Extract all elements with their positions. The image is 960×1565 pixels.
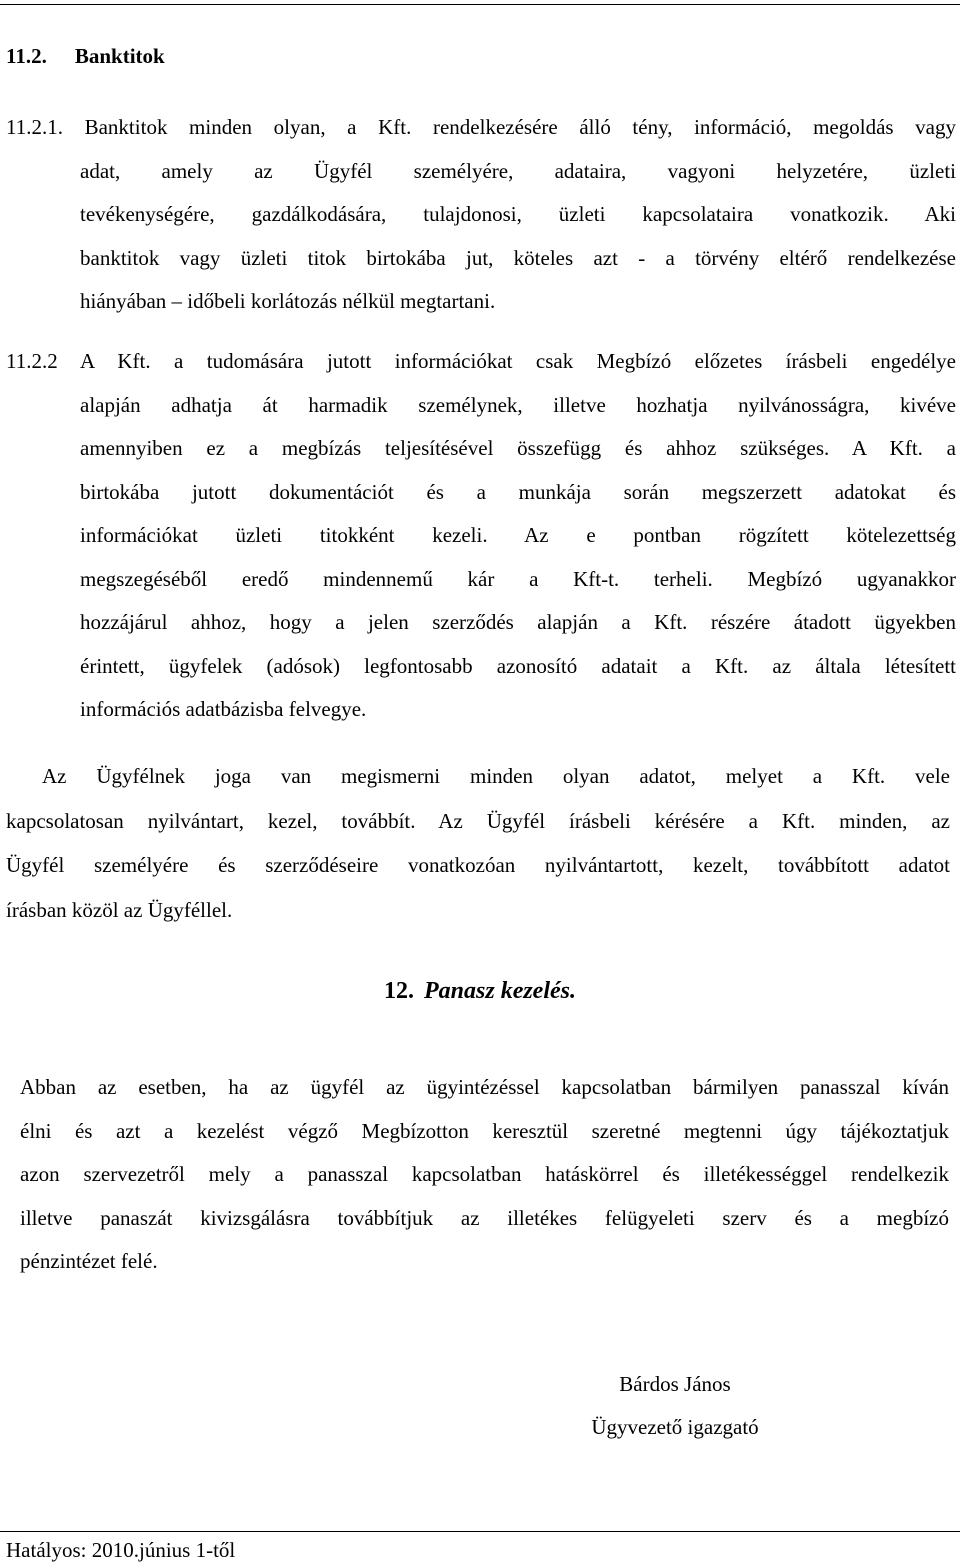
paragraph-line: hiányában – időbeli korlátozás nélkül megtartani. bbox=[80, 289, 496, 313]
signatory-name: Bárdos János bbox=[619, 1372, 731, 1396]
paragraph-line: illetve panaszát kivizsgálásra továbbítjuk az illetékes felügyeleti szerv és a megbízó bbox=[20, 1205, 949, 1230]
paragraph-line: kapcsolatosan nyilvántart, kezel, továbbít. Az Ügyfél írásbeli kérésére a Kft. minden, az bbox=[6, 808, 950, 833]
paragraph-line: hozzájárul ahhoz, hogy a jelen szerződés alapján a Kft. részére átadott ügyekben bbox=[80, 610, 956, 634]
paragraph-11-2-2 bbox=[6, 340, 956, 732]
section-heading bbox=[6, 44, 165, 69]
paragraph-client-rights bbox=[6, 754, 950, 932]
paragraph-line: birtokába jutott dokumentációt és a munkája során megszerzett adatokat és bbox=[80, 479, 956, 504]
paragraph-body bbox=[6, 384, 956, 732]
paragraph-line: érintett, ügyfelek (adósok) legfontosabb azonosító adatait a Kft. az általa létesített bbox=[80, 653, 956, 678]
paragraph-line: alapján adhatja át harmadik személynek, illetve hozhatja nyilvánosságra, kivéve bbox=[80, 392, 956, 417]
paragraph-line: adat, amely az Ügyfél személyére, adataira, vagyoni helyzetére, üzleti bbox=[80, 158, 956, 183]
paragraph-line: tevékenységére, gazdálkodására, tulajdonosi, üzleti kapcsolataira vonatkozik. Aki bbox=[80, 202, 956, 226]
paragraph-line: pénzintézet felé. bbox=[20, 1249, 158, 1273]
paragraph-number: 11.2.1. bbox=[6, 115, 63, 139]
section-number: 11.2. bbox=[6, 44, 47, 68]
paragraph-line: amennyiben ez a megbízás teljesítésével összefügg és ahhoz szükséges. A Kft. a bbox=[80, 436, 956, 460]
paragraph-11-2-1 bbox=[6, 106, 956, 324]
paragraph-line bbox=[6, 106, 956, 150]
signature-block bbox=[560, 1372, 790, 1440]
paragraph-line: Az Ügyfélnek joga van megismerni minden olyan adatot, melyet a Kft. vele bbox=[42, 764, 950, 788]
paragraph-line: Abban az esetben, ha az ügyfél az ügyintézéssel kapcsolatban bármilyen panasszal kíván bbox=[20, 1075, 949, 1099]
chapter-number: 12. bbox=[384, 978, 414, 1004]
paragraph-line: azon szervezetről mely a panasszal kapcsolatban hatáskörrel és illetékességgel rendelkezik bbox=[20, 1162, 949, 1186]
paragraph-complaint bbox=[20, 1066, 949, 1284]
chapter-title: Panasz kezelés. bbox=[424, 978, 576, 1004]
paragraph-line: élni és azt a kezelést végző Megbízotton keresztül szeretné megtenni úgy tájékoztatjuk bbox=[20, 1118, 949, 1143]
footer-effective-date: Hatályos: 2010.június 1-től bbox=[6, 1538, 236, 1562]
paragraph-line: banktitok vagy üzleti titok birtokába jut, köteles azt - a törvény eltérő rendelkezése bbox=[80, 245, 956, 270]
paragraph-text: Banktitok minden olyan, a Kft. rendelkezésére álló tény, információ, megoldás vagy bbox=[84, 115, 957, 139]
paragraph-body bbox=[6, 150, 956, 324]
paragraph-line: megszegéséből eredő mindennemű kár a Kft-t. terheli. Megbízó ugyanakkor bbox=[80, 566, 956, 591]
section-title: Banktitok bbox=[74, 44, 165, 68]
chapter-heading bbox=[0, 978, 960, 1005]
paragraph-line: Ügyfél személyére és szerződéseire vonatkozóan nyilvántartott, kezelt, továbbított adatot bbox=[6, 853, 950, 877]
signatory-role: Ügyvezető igazgató bbox=[591, 1415, 759, 1439]
footer-rule bbox=[0, 1531, 960, 1532]
paragraph-text: A Kft. a tudomására jutott információkat csak Megbízó előzetes írásbeli engedélye bbox=[79, 349, 956, 373]
top-rule bbox=[0, 4, 960, 5]
paragraph-line: írásban közöl az Ügyféllel. bbox=[6, 897, 233, 922]
paragraph-line: információkat üzleti titokként kezeli. Az e pontban rögzített kötelezettség bbox=[80, 523, 956, 547]
paragraph-number: 11.2.2 bbox=[6, 349, 58, 373]
paragraph-line bbox=[6, 340, 956, 384]
paragraph-line: információs adatbázisba felvegye. bbox=[80, 697, 367, 721]
